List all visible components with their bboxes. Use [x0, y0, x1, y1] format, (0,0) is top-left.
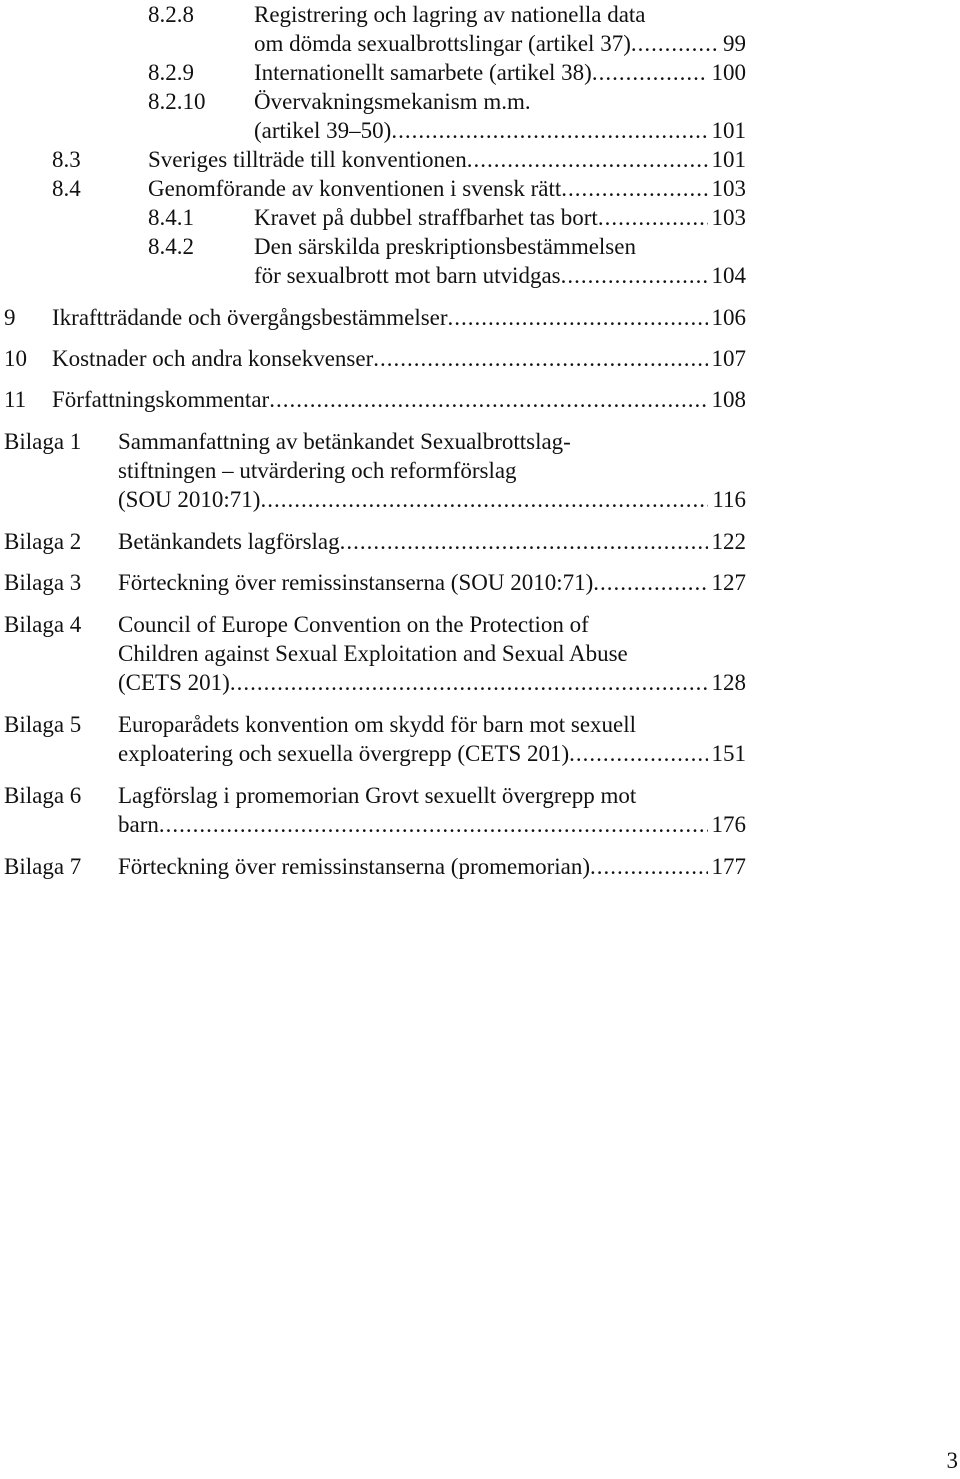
toc-leader-row: [148, 145, 746, 174]
toc-entry-9[interactable]: [0, 303, 960, 332]
toc-entry-title-cont: stiftningen – utvärdering och reformförslag: [118, 458, 517, 483]
toc-appendix-label: Bilaga 4: [4, 612, 82, 637]
toc-page-number: 108: [711, 387, 746, 412]
toc-leader-row: [52, 344, 746, 373]
toc-page-number: 103: [711, 176, 746, 201]
toc-appendix-5-line-2[interactable]: [0, 739, 960, 768]
page-number: 3: [946, 1448, 958, 1473]
toc-appendix-label: Bilaga 1: [4, 429, 82, 454]
toc-page-number: 128: [711, 670, 746, 695]
toc-entry-number: 8.2.8: [148, 2, 194, 27]
toc-entry-8-2-10[interactable]: [0, 87, 960, 116]
toc-leader-row: [118, 527, 746, 556]
toc-entry-title: Ikraftträdande och övergångsbestämmelser: [52, 305, 448, 330]
toc-leader-row: [254, 261, 746, 290]
toc-appendix-7[interactable]: [0, 852, 960, 881]
toc-entry-number: 8.4.2: [148, 234, 194, 259]
toc-leader-dots: [569, 739, 707, 768]
toc-page-number: 151: [711, 741, 746, 766]
toc-leader-dots: [269, 385, 707, 414]
toc-entry-8-2-8[interactable]: [0, 0, 960, 29]
toc-entry-8-2-10-cont[interactable]: [0, 116, 960, 145]
toc-entry-title: Betänkandets lagförslag: [118, 529, 340, 554]
toc-entry-number: 9: [4, 305, 16, 330]
toc-entry-8-2-8-cont[interactable]: [0, 29, 960, 58]
toc-entry-title: Kostnader och andra konsekvenser: [52, 346, 374, 371]
toc-leader-dots: [598, 203, 708, 232]
toc-page-number: 99: [723, 31, 746, 56]
toc-appendix-1-line-3[interactable]: [0, 485, 960, 514]
toc-leader-row: [118, 568, 746, 597]
toc-entry-title: Europarådets konvention om skydd för barn mot sexuell: [118, 712, 637, 737]
toc-entry-number: 8.4.1: [148, 205, 194, 230]
toc-appendix-3[interactable]: [0, 568, 960, 597]
toc-leader-row: [254, 29, 746, 58]
toc-leader-dots: [230, 668, 708, 697]
toc-page-number: 122: [711, 529, 746, 554]
toc-entry-8-2-9[interactable]: [0, 58, 960, 87]
toc-page-number: 116: [712, 487, 746, 512]
toc-appendix-1[interactable]: [0, 427, 960, 456]
toc-leader-dots: [260, 485, 708, 514]
toc-entry-8-4[interactable]: [0, 174, 960, 203]
toc-leader-dots: [340, 527, 708, 556]
toc-entry-title: Sammanfattning av betänkandet Sexualbrottslag-: [118, 429, 571, 454]
toc-entry-title: Council of Europe Convention on the Protection of: [118, 612, 589, 637]
toc-entry-title: Övervakningsmekanism m.m.: [254, 89, 531, 114]
toc-page-number: 127: [711, 570, 746, 595]
toc-leader-dots: [467, 145, 708, 174]
toc-entry-number: 8.2.10: [148, 89, 206, 114]
toc-appendix-4-line-3[interactable]: [0, 668, 960, 697]
toc-page-number: 104: [711, 263, 746, 288]
toc-entry-title: Den särskilda preskriptionsbestämmelsen: [254, 234, 636, 259]
toc-entry-title-cont: (artikel 39–50): [254, 118, 392, 143]
toc-entry-number: 8.3: [52, 147, 81, 172]
toc-entry-title: Förteckning över remissinstanserna (SOU 2010:71): [118, 570, 594, 595]
toc-entry-title: Författningskommentar: [52, 387, 270, 412]
toc-entry-8-4-2-cont[interactable]: [0, 261, 960, 290]
toc-appendix-6-line-2[interactable]: [0, 810, 960, 839]
toc-page-number: 106: [711, 305, 746, 330]
toc-appendix-label: Bilaga 6: [4, 783, 82, 808]
toc-leader-row: [52, 385, 746, 414]
toc-entry-10[interactable]: [0, 344, 960, 373]
toc-appendix-1-line-2[interactable]: [0, 456, 960, 485]
toc-leader-dots: [561, 174, 707, 203]
toc-leader-row: [254, 116, 746, 145]
toc-page-number: 101: [711, 147, 746, 172]
toc-appendix-5[interactable]: [0, 710, 960, 739]
toc-entry-number: 8.4: [52, 176, 81, 201]
toc-leader-dots: [561, 261, 708, 290]
toc-appendix-4-line-2[interactable]: [0, 639, 960, 668]
toc-entry-8-4-2[interactable]: [0, 232, 960, 261]
toc-appendix-label: Bilaga 5: [4, 712, 82, 737]
toc-entry-title: Genomförande av konventionen i svensk rätt: [148, 176, 562, 201]
toc-appendix-label: Bilaga 3: [4, 570, 82, 595]
toc-leader-dots: [159, 810, 708, 839]
toc-leader-row: [254, 58, 746, 87]
toc-entry-title: Registrering och lagring av nationella data: [254, 2, 646, 27]
toc-entry-title-cont: barn: [118, 812, 159, 837]
toc-page-number: 100: [711, 60, 746, 85]
toc-leader-dots: [448, 303, 708, 332]
toc-entry-title: Förteckning över remissinstanserna (promemorian): [118, 854, 591, 879]
toc-leader-dots: [590, 852, 707, 881]
toc-leader-row: [118, 739, 746, 768]
toc-page-number: 176: [711, 812, 746, 837]
toc-entry-title: Kravet på dubbel straffbarhet tas bort: [254, 205, 598, 230]
toc-leader-row: [118, 852, 746, 881]
toc-leader-dots: [373, 344, 707, 373]
toc-entry-title-cont: exploatering och sexuella övergrepp (CETS 201): [118, 741, 570, 766]
toc-entry-8-4-1[interactable]: [0, 203, 960, 232]
toc-page-number: 103: [711, 205, 746, 230]
toc-entry-title-cont: Children against Sexual Exploitation and Sexual Abuse: [118, 641, 628, 666]
toc-appendix-2[interactable]: [0, 527, 960, 556]
toc-entry-title: Sveriges tillträde till konventionen: [148, 147, 467, 172]
toc-appendix-6[interactable]: [0, 781, 960, 810]
toc-leader-dots: [593, 568, 707, 597]
toc-entry-number: 10: [4, 346, 27, 371]
toc-entry-title-cont: (SOU 2010:71): [118, 487, 261, 512]
toc-entry-title-cont: om dömda sexualbrottslingar (artikel 37): [254, 31, 631, 56]
toc-appendix-label: Bilaga 2: [4, 529, 82, 554]
toc-leader-row: [118, 810, 746, 839]
toc-entry-8-3[interactable]: [0, 145, 960, 174]
toc-entry-title-cont: för sexualbrott mot barn utvidgas: [254, 263, 561, 288]
toc-entry-11[interactable]: [0, 385, 960, 414]
toc-entry-number: 11: [4, 387, 27, 412]
toc-leader-row: [118, 485, 746, 514]
toc-leader-row: [52, 303, 746, 332]
toc-appendix-4[interactable]: [0, 610, 960, 639]
toc-page-number: 101: [711, 118, 746, 143]
toc-leader-row: [118, 668, 746, 697]
toc-page-number: 177: [711, 854, 746, 879]
toc-leader-dots: [592, 58, 708, 87]
toc-entry-number: 8.2.9: [148, 60, 194, 85]
toc-page-number: 107: [711, 346, 746, 371]
toc-appendix-label: Bilaga 7: [4, 854, 82, 879]
toc-entry-title: Lagförslag i promemorian Grovt sexuellt övergrepp mot: [118, 783, 637, 808]
toc-leader-dots: [391, 116, 707, 145]
toc-leader-row: [148, 174, 746, 203]
toc-leader-row: [254, 203, 746, 232]
toc-entry-title: Internationellt samarbete (artikel 38): [254, 60, 592, 85]
toc-leader-dots: [631, 29, 719, 58]
toc-entry-title-cont: (CETS 201): [118, 670, 230, 695]
